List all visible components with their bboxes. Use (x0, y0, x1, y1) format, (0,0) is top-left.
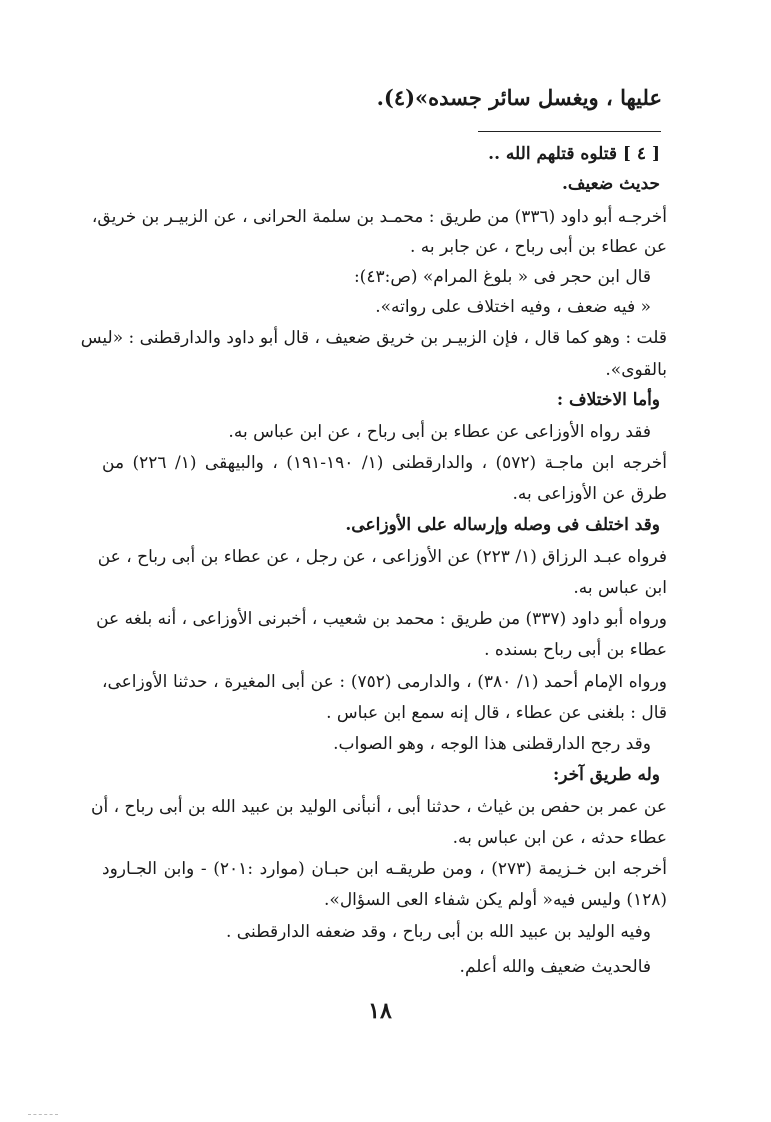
text-line: قال ابن حجر فى « بلوغ المرام» (ص:٤٣): (353, 267, 651, 287)
text-line: « فيه ضعف ، وفيه اختلاف على رواته». (375, 297, 651, 317)
text-line: ابن عباس به. (573, 578, 667, 598)
note-verdict: حديث ضعيف. (561, 174, 660, 194)
text-line: فقد رواه الأوزاعى عن عطاء بن أبى رباح ، عن ابن عباس به. (228, 422, 651, 442)
text-line: ورواه الإمام أحمد (١/ ٣٨٠) ، والدارمى (٧٥٢) : عن أبى المغيرة ، حدثنا الأوزاعى، (102, 672, 667, 692)
text-line: قال : بلغنى عن عطاء ، قال إنه سمع ابن عباس . (326, 703, 667, 723)
note-heading: [ ٤ ] قتلوه قتلهم الله .. (488, 144, 660, 164)
separator-rule (478, 131, 661, 132)
text-line: عن عطاء بن أبى رباح ، عن جابر به . (410, 237, 667, 257)
text-line: (١٢٨) وليس فيه« أولم يكن شفاء العى السؤال». (324, 890, 667, 910)
page-number: ١٨ (368, 998, 392, 1024)
text-line: وقد رجح الدارقطنى هذا الوجه ، وهو الصواب. (333, 734, 651, 754)
text-line: فرواه عبـد الرزاق (١/ ٢٢٣) عن الأوزاعى ، عن رجل ، عن عطاء بن أبى رباح ، عن (97, 547, 667, 567)
text-line: عطاء بن أبى رباح بسنده . (484, 640, 667, 660)
subheading: وقد اختلف فى وصله وإرساله على الأوزاعى. (345, 515, 660, 535)
text-line: ورواه أبو داود (٣٣٧) من طريق : محمد بن شعيب ، أخبرنى الأوزاعى ، أنه بلغه عن (96, 609, 667, 629)
footer-mark (28, 1114, 58, 1115)
text-line: عطاء حدثه ، عن ابن عباس به. (452, 828, 667, 848)
text-line: أخرجه ابن خـزيمة (٢٧٣) ، ومن طريقـه ابن حبـان (موارد :٢٠١) - وابن الجـارود (102, 859, 667, 879)
text-line: قلت : وهو كما قال ، فإن الزبيـر بن خريق ضعيف ، قال أبو داود والدارقطنى : «ليس (80, 328, 667, 348)
text-line: أخرجـه أبو داود (٣٣٦) من طريق : محمـد بن سلمة الحرانى ، عن الزبيـر بن خريق، (91, 207, 667, 227)
text-line: أخرجه ابن ماجـة (٥٧٢) ، والدارقطنى (١/ ١٩٠-١٩١) ، والبيهقى (١/ ٢٢٦) من (102, 453, 667, 473)
lead-text-line: عليها ، ويغسل سائر جسده»(٤). (376, 85, 662, 110)
text-line: طرق عن الأوزاعى به. (512, 484, 667, 504)
subheading: وأما الاختلاف : (556, 390, 660, 410)
text-line: وفيه الوليد بن عبيد الله بن أبى رباح ، وقد ضعفه الدارقطنى . (225, 922, 651, 942)
text-line: فالحديث ضعيف والله أعلم. (459, 957, 651, 977)
text-line: بالقوى». (605, 360, 667, 380)
text-line: عن عمر بن حفص بن غياث ، حدثنا أبى ، أنبأنى الوليد بن عبيد الله بن أبى رباح ، أن (91, 797, 667, 817)
subheading: وله طريق آخر: (552, 765, 660, 785)
